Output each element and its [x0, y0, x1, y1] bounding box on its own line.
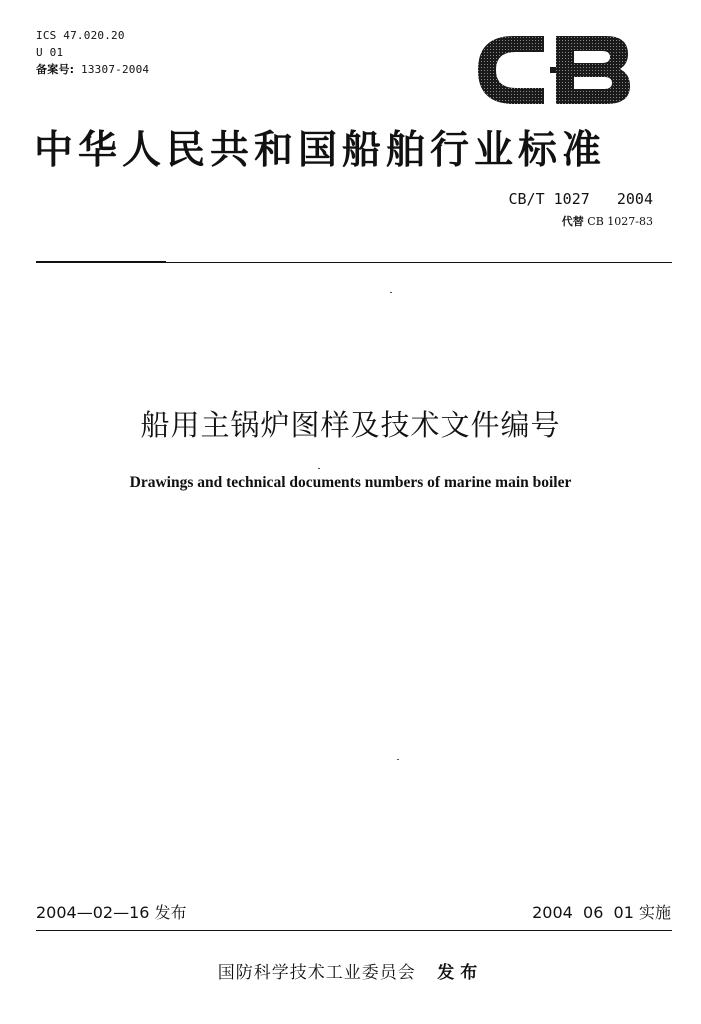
replaces-code: CB 1027-83 — [587, 215, 653, 228]
filing-number-line — [36, 61, 149, 78]
document-title-english: Drawings and technical documents numbers of marine main boiler — [129, 474, 572, 491]
cb-logo — [474, 30, 634, 110]
header-divider — [36, 262, 672, 263]
standard-code: CB/T 1027 2004 — [508, 190, 653, 208]
publisher-action: 发布 — [437, 963, 484, 983]
footer-divider — [36, 930, 672, 931]
publisher-line — [0, 961, 701, 985]
replaces-line — [562, 214, 653, 230]
logo-letter-b — [556, 36, 630, 104]
scan-speck — [390, 292, 392, 293]
scan-speck — [397, 759, 399, 760]
publisher-organization: 国防科学技术工业委员会 — [217, 963, 416, 983]
logo-letter-c — [478, 36, 544, 104]
organization-title: 中华人民共和国船舶行业标准 — [34, 128, 607, 173]
replaces-label: 代替 — [561, 215, 584, 228]
filing-label: 备案号: — [36, 63, 75, 76]
ccs-code: U 01 — [36, 46, 64, 59]
ics-code: ICS 47.020.20 — [36, 29, 125, 42]
classification-block — [36, 27, 149, 78]
issue-date: 2004—02—16 发布 — [36, 903, 187, 922]
document-title-chinese: 船用主锅炉图样及技术文件编号 — [140, 408, 561, 442]
filing-number: 13307-2004 — [81, 63, 150, 76]
scan-speck — [318, 468, 320, 469]
effective-date: 2004 06 01 实施 — [532, 903, 671, 922]
